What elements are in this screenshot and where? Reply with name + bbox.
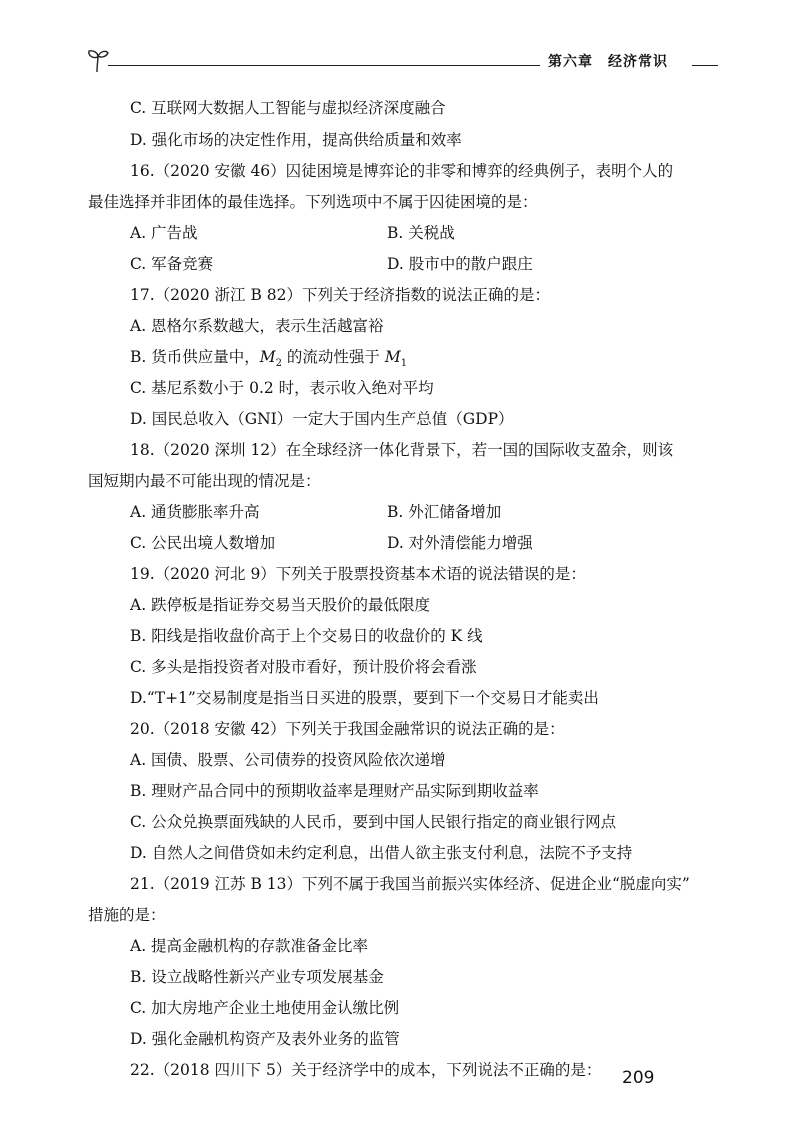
question-21-stem-cont: 措施的是：: [88, 906, 166, 924]
option-line: A. 跌停板是指证券交易当天股价的最低限度: [130, 596, 431, 614]
question-19-stem: 19.（2020 河北 9）下列关于股票投资基本术语的说法错误的是：: [130, 565, 586, 583]
option-line: C. 互联网大数据人工智能与虚拟经济深度融合: [130, 99, 446, 117]
option-line: A. 国债、股票、公司债券的投资风险依次递增: [130, 751, 446, 769]
option-line: A. 广告战: [130, 224, 198, 242]
question-18-stem: 18.（2020 深圳 12）在全球经济一体化背景下，若一国的国际收支盈余，则该: [130, 441, 674, 459]
question-21-stem: 21.（2019 江苏 B 13）下列不属于我国当前振兴实体经济、促进企业“脱虚向实”: [130, 875, 690, 893]
option-line: D. 自然人之间借贷如未约定利息，出借人欲主张支付利息，法院不予支持: [130, 844, 633, 862]
option-line: B. 外汇储备增加: [387, 503, 502, 521]
option-line: B. 关税战: [387, 224, 455, 242]
question-18-stem-cont: 国短期内最不可能出现的情况是：: [88, 472, 321, 490]
option-line: D. 国民总收入（GNI）一定大于国内生产总值（GDP）: [130, 410, 514, 428]
option-line: D. 强化金融机构资产及表外业务的监管: [130, 1030, 400, 1048]
option-line: B. 货币供应量中，$M_2$ 的流动性强于 $M_1$: [130, 348, 408, 370]
option-line: D. 对外清偿能力增强: [387, 534, 533, 552]
chapter-title: 第六章 经济常识: [548, 54, 668, 70]
page-number: 209: [622, 1068, 655, 1088]
option-line: B. 阳线是指收盘价高于上个交易日的收盘价的 K 线: [130, 627, 483, 645]
option-line: D. 强化市场的决定性作用，提高供给质量和效率: [130, 131, 462, 149]
question-20-stem: 20.（2018 安徽 42）下列关于我国金融常识的说法正确的是：: [130, 720, 565, 738]
running-header: [86, 48, 712, 74]
option-line: A. 提高金融机构的存款准备金比率: [130, 937, 369, 955]
option-line: B. 设立战略性新兴产业专项发展基金: [130, 968, 384, 986]
option-line: C. 基尼系数小于 0.2 时，表示收入绝对平均: [130, 379, 434, 397]
option-line: C. 军备竞赛: [130, 255, 214, 273]
question-16-stem-cont: 最佳选择并非团体的最佳选择。下列选项中不属于囚徒困境的是：: [88, 193, 538, 211]
option-line: D. 股市中的散户跟庄: [387, 255, 533, 273]
option-line: C. 加大房地产企业土地使用金认缴比例: [130, 999, 400, 1017]
option-line: A. 恩格尔系数越大，表示生活越富裕: [130, 317, 384, 335]
question-16-stem: 16.（2020 安徽 46）囚徒困境是博弈论的非零和博弈的经典例子，表明个人的: [130, 162, 674, 180]
question-17-stem: 17.（2020 浙江 B 82）下列关于经济指数的说法正确的是：: [130, 286, 550, 304]
header-rule-right: [692, 65, 718, 66]
option-line: D.“T+1”交易制度是指当日买进的股票，要到下一个交易日才能卖出: [130, 689, 599, 707]
option-line: C. 多头是指投资者对股市看好，预计股价将会看涨: [130, 658, 477, 676]
option-line: A. 通货膨胀率升高: [130, 503, 260, 521]
option-line: B. 理财产品合同中的预期收益率是理财产品实际到期收益率: [130, 782, 539, 800]
question-22-stem: 22.（2018 四川下 5）关于经济学中的成本，下列说法不正确的是：: [130, 1061, 602, 1079]
sprout-icon: [86, 48, 110, 74]
option-line: C. 公众兑换票面残缺的人民币，要到中国人民银行指定的商业银行网点: [130, 813, 617, 831]
option-line: C. 公民出境人数增加: [130, 534, 276, 552]
header-rule-left: [108, 65, 540, 66]
